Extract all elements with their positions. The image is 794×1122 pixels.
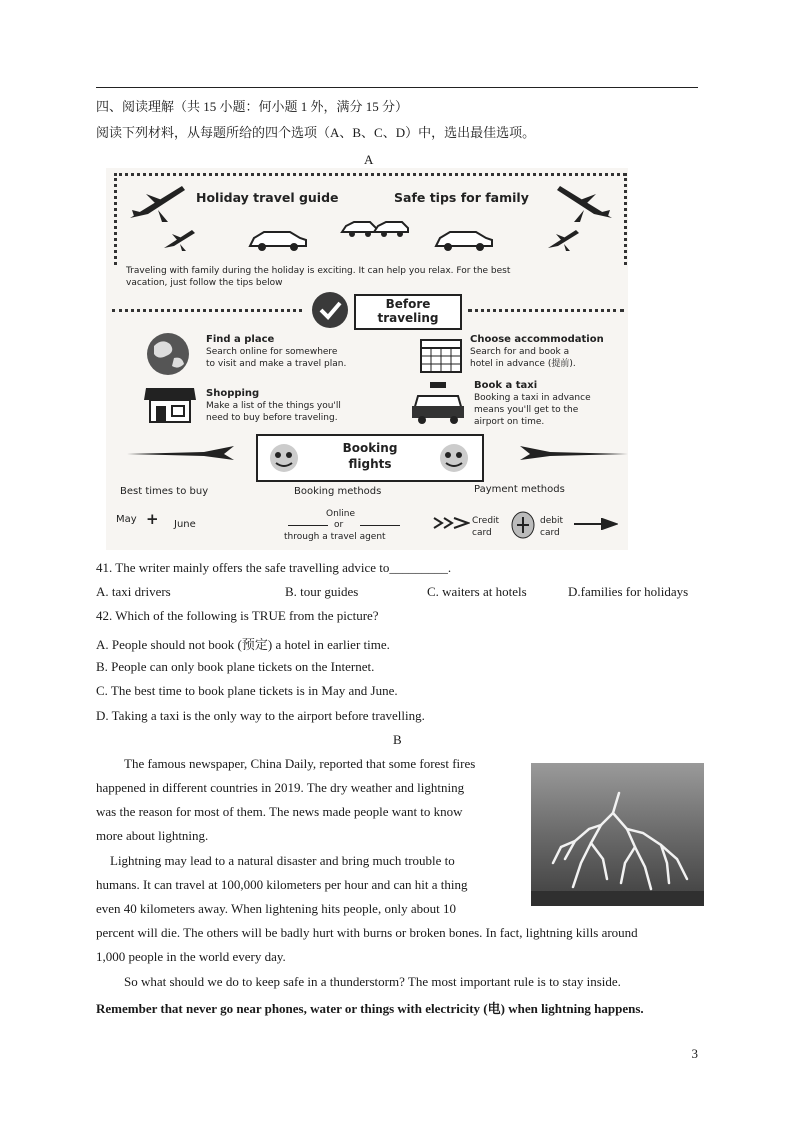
- intro-line-2: vacation, just follow the tips below: [126, 278, 283, 288]
- pay-credit-2: card: [472, 528, 492, 538]
- accommodation-line-2: hotel in advance (提前).: [470, 359, 576, 369]
- page-number: 3: [691, 1046, 698, 1061]
- taxi-icon: [408, 380, 468, 424]
- rule-left: [288, 525, 328, 526]
- passage-b-p2-line4: percent will die. The others will be badly hurt with burns or broken bones. In fact, lightning kills around: [96, 925, 638, 940]
- taxi-title: Book a taxi: [474, 380, 538, 391]
- passage-b-p2-line1: Lightning may lead to a natural disaster and bring much trouble to: [110, 853, 455, 868]
- arrow-icon: [432, 516, 470, 530]
- q41-option-a: A. taxi drivers: [96, 584, 171, 599]
- airplane-icon: [162, 226, 196, 252]
- taxi-line-2: means you'll get to the: [474, 405, 579, 415]
- q42-option-a: A. People should not book (预定) a hotel in earlier time.: [96, 637, 390, 652]
- title-right: Safe tips for family: [394, 190, 529, 205]
- passage-b-p1-line3: was the reason for most of them. The news made people want to know: [96, 804, 463, 819]
- airplane-icon: [518, 442, 630, 464]
- passage-b-letter: B: [393, 732, 402, 747]
- coin-icon: [510, 510, 536, 540]
- month-may: May: [116, 514, 137, 525]
- travel-infographic: [106, 168, 628, 550]
- rule-right: [360, 525, 400, 526]
- q41-option-b: B. tour guides: [285, 584, 359, 599]
- dotted-border-right: [624, 173, 627, 265]
- instruction: 阅读下列材料，从每题所给的四个选项（A、B、C、D）中，选出最佳选项。: [96, 125, 536, 140]
- taxi-line-3: airport on time.: [474, 417, 545, 427]
- shop-icon: [142, 384, 198, 424]
- checkmark-icon: [312, 292, 348, 328]
- shopping-line-2: need to buy before traveling.: [206, 413, 338, 423]
- col-payment-methods: Payment methods: [474, 484, 565, 495]
- passage-b-p1-line2: happened in different countries in 2019. The dry weather and lightning: [96, 780, 465, 795]
- car-icon: [432, 228, 496, 252]
- question-41: 41. The writer mainly offers the safe travelling advice to_________.: [96, 560, 452, 575]
- passage-b-p1-line1: The famous newspaper, China Daily, reported that some forest fires: [124, 756, 476, 771]
- plus-sign: +: [146, 510, 159, 528]
- family-icon: [264, 440, 304, 474]
- q41-option-c: C. waiters at hotels: [427, 584, 527, 599]
- airplane-icon: [546, 226, 580, 252]
- passage-b-p2-line2: humans. It can travel at 100,000 kilometers per hour and can hit a thing: [96, 877, 468, 892]
- pay-debit-2: card: [540, 528, 560, 538]
- title-left: Holiday travel guide: [196, 190, 339, 205]
- passage-b-p3: So what should we do to keep safe in a thunderstorm? The most important rule is to stay inside.: [124, 974, 621, 989]
- pay-debit-1: debit: [540, 516, 563, 526]
- q41-option-d: D.families for holidays: [568, 584, 689, 599]
- col-best-times: Best times to buy: [120, 486, 209, 497]
- accommodation-title: Choose accommodation: [470, 334, 604, 345]
- month-june: June: [174, 519, 196, 530]
- dotted-divider: [112, 309, 302, 312]
- find-title: Find a place: [206, 334, 275, 345]
- passage-b-p2-line5: 1,000 people in the world every day.: [96, 949, 286, 964]
- find-line-2: to visit and make a travel plan.: [206, 359, 347, 369]
- intro-line-1: Traveling with family during the holiday is exciting. It can help you relax. For the best: [126, 266, 511, 276]
- globe-icon: [142, 330, 194, 378]
- airplane-icon: [124, 442, 236, 464]
- method-online: Online: [326, 509, 356, 519]
- calendar-icon: [418, 334, 464, 374]
- passage-b-p2-line3: even 40 kilometers away. When lightening hits people, only about 10: [96, 901, 456, 916]
- method-or: or: [334, 520, 344, 530]
- airplane-icon: [128, 180, 186, 224]
- passage-a-letter: A: [364, 152, 374, 167]
- pay-credit-1: Credit: [472, 516, 500, 526]
- car-icon: [246, 228, 310, 252]
- method-agent: through a travel agent: [284, 532, 386, 542]
- airplane-icon: [556, 180, 614, 224]
- accommodation-line-1: Search for and book a: [470, 347, 570, 357]
- taxi-line-1: Booking a taxi in advance: [474, 393, 591, 403]
- find-line-1: Search online for somewhere: [206, 347, 338, 357]
- arrow-icon: [572, 518, 618, 530]
- q42-option-b: B. People can only book plane tickets on the Internet.: [96, 659, 375, 674]
- cars-icon: [340, 218, 410, 240]
- passage-b-p1-line4: more about lightning.: [96, 828, 209, 843]
- dotted-border-top: [114, 173, 626, 176]
- booking-label-1: Booking: [342, 441, 398, 455]
- before-label-1: Before: [385, 297, 431, 311]
- q42-option-d: D. Taking a taxi is the only way to the airport before travelling.: [96, 708, 425, 723]
- shopping-line-1: Make a list of the things you'll: [206, 401, 341, 411]
- dotted-border-left: [114, 173, 117, 265]
- family-icon: [434, 440, 474, 474]
- col-booking-methods: Booking methods: [294, 486, 382, 497]
- shopping-title: Shopping: [206, 388, 260, 399]
- header-rule: [96, 87, 698, 88]
- before-traveling-box: [354, 294, 462, 330]
- question-42: 42. Which of the following is TRUE from the picture?: [96, 608, 379, 623]
- booking-flights-box: [256, 434, 484, 482]
- passage-b-p4: Remember that never go near phones, water or things with electricity (电) when lightning happens.: [96, 1001, 644, 1016]
- lightning-photo: [531, 763, 704, 906]
- q42-option-c: C. The best time to book plane tickets is in May and June.: [96, 683, 398, 698]
- dotted-divider: [468, 309, 624, 312]
- before-label-2: traveling: [377, 311, 439, 325]
- section-heading: 四、阅读理解（共 15 小题：何小题 1 外，满分 15 分）: [96, 99, 409, 114]
- booking-label-2: flights: [348, 457, 392, 471]
